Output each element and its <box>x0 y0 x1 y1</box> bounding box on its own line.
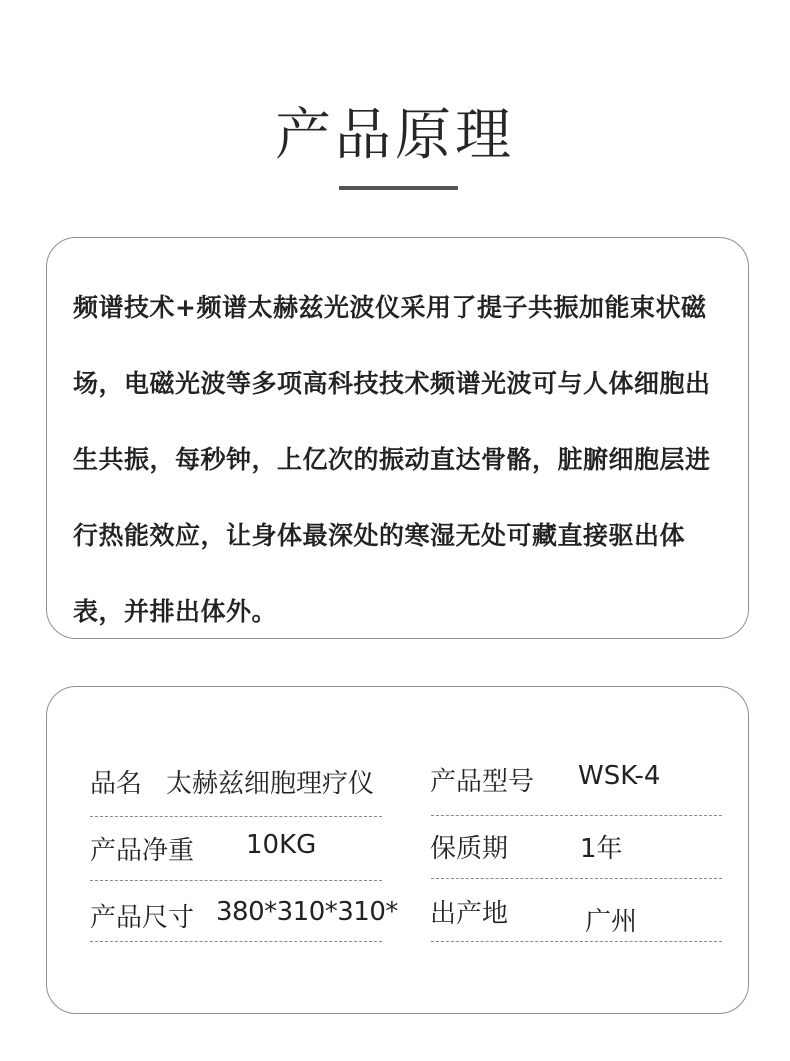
spec-divider <box>431 815 722 816</box>
spec-label: 产品型号 <box>430 767 535 797</box>
principle-card <box>46 237 749 639</box>
spec-origin <box>430 893 720 937</box>
spec-label: 保质期 <box>430 834 509 864</box>
spec-dimensions <box>90 897 400 937</box>
spec-label: 品名 <box>90 769 143 799</box>
spec-model <box>430 761 720 801</box>
spec-net-weight <box>90 830 390 870</box>
spec-shelf-life <box>430 828 720 868</box>
spec-value: 太赫兹细胞理疗仪 <box>166 769 375 799</box>
spec-divider <box>90 816 382 817</box>
spec-divider <box>90 880 382 881</box>
spec-value: 10KG <box>246 830 317 860</box>
spec-divider <box>431 878 722 879</box>
spec-value: 1年 <box>580 834 623 864</box>
spec-divider <box>90 941 382 942</box>
spec-value: 广州 <box>585 907 638 937</box>
spec-label: 产品尺寸 <box>90 903 195 933</box>
page-title: 产品原理 <box>275 103 515 168</box>
spec-divider <box>431 941 722 942</box>
principle-text: 频谱技术+频谱太赫兹光波仪采用了提子共振加能束状磁场，电磁光波等多项高科技技术频谱光波可与人体细胞出生共振，每秒钟，上亿次的振动直达骨骼，脏腑细胞层进行热能效应，让身体最深处的寒湿无处可藏直接驱出体表，并排出体外。 <box>73 293 711 626</box>
spec-value: WSK-4 <box>578 761 661 791</box>
spec-label: 出产地 <box>430 899 509 929</box>
spec-product-name <box>90 763 390 803</box>
spec-label: 产品净重 <box>90 836 195 866</box>
title-underline <box>339 186 458 190</box>
spec-value: 380*310*310* <box>216 897 398 927</box>
